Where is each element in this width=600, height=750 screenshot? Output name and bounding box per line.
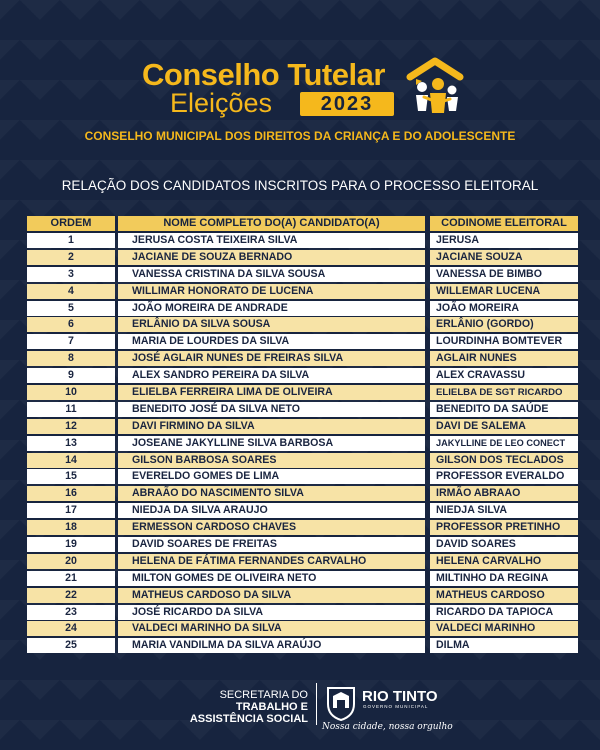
table-cell-nome: JOÃO MOREIRA DE ANDRADE — [118, 301, 425, 316]
city-government-label: GOVERNO MUNICIPAL — [363, 704, 429, 709]
table-cell-codinome: AGLAIR NUNES — [430, 351, 578, 366]
table-cell-codinome: IRMÃO ABRAAO — [430, 486, 578, 501]
table-cell-nome: JOSÉ RICARDO DA SILVA — [118, 605, 425, 620]
event-subtitle: Eleições — [170, 88, 273, 118]
table-cell-codinome: ELIELBA DE SGT RICARDO — [430, 385, 578, 400]
table-cell-codinome: LOURDINHA BOMTEVER — [430, 334, 578, 349]
table-cell-nome: MARIA DE LOURDES DA SILVA — [118, 334, 425, 349]
table-cell-codinome: DAVID SOARES — [430, 537, 578, 552]
event-title: Conselho Tutelar — [142, 57, 385, 92]
table-cell-nome: MATHEUS CARDOSO DA SILVA — [118, 588, 425, 603]
table-cell-ordem: 8 — [27, 351, 115, 366]
table-cell-ordem: 21 — [27, 571, 115, 586]
year-badge: 2023 — [300, 92, 394, 116]
table-cell-nome: GILSON BARBOSA SOARES — [118, 453, 425, 468]
table-cell-codinome: WILLEMAR LUCENA — [430, 284, 578, 299]
table-cell-nome: VANESSA CRISTINA DA SILVA SOUSA — [118, 267, 425, 282]
table-cell-nome: DAVID SOARES DE FREITAS — [118, 537, 425, 552]
table-cell-ordem: 22 — [27, 588, 115, 603]
table-cell-ordem: 23 — [27, 605, 115, 620]
table-cell-ordem: 12 — [27, 419, 115, 434]
table-cell-nome: ELIELBA FERREIRA LIMA DE OLIVEIRA — [118, 385, 425, 400]
table-cell-ordem: 14 — [27, 453, 115, 468]
secretaria-line-3: ASSISTÊNCIA SOCIAL — [189, 713, 308, 725]
table-cell-codinome: MATHEUS CARDOSO — [430, 588, 578, 603]
table-cell-nome: MILTON GOMES DE OLIVEIRA NETO — [118, 571, 425, 586]
table-cell-codinome: ALEX CRAVASSU — [430, 368, 578, 383]
table-cell-nome: ERLÂNIO DA SILVA SOUSA — [118, 317, 425, 332]
secretaria-line-1: SECRETARIA DO — [219, 689, 308, 701]
column-ordem — [27, 216, 115, 655]
table-cell-ordem: 5 — [27, 301, 115, 316]
city-seal-icon — [324, 684, 358, 722]
table-cell-codinome: VANESSA DE BIMBO — [430, 267, 578, 282]
table-cell-codinome: BENEDITO DA SAÚDE — [430, 402, 578, 417]
table-cell-nome: JOSÉ AGLAIR NUNES DE FREIRAS SILVA — [118, 351, 425, 366]
table-cell-nome: JACIANE DE SOUZA BERNADO — [118, 250, 425, 265]
table-cell-ordem: 6 — [27, 317, 115, 332]
column-header-codinome: CODINOME ELEITORAL — [430, 216, 578, 231]
table-cell-ordem: 9 — [27, 368, 115, 383]
table-cell-ordem: 13 — [27, 436, 115, 451]
table-cell-codinome: DILMA — [430, 638, 578, 653]
table-cell-codinome: HELENA CARVALHO — [430, 554, 578, 569]
secretaria-label — [172, 689, 308, 725]
table-cell-codinome: JAKYLLINE DE LEO CONECT — [430, 436, 578, 451]
table-cell-nome: ERMESSON CARDOSO CHAVES — [118, 520, 425, 535]
column-header-nome: NOME COMPLETO DO(A) CANDIDATO(A) — [118, 216, 425, 231]
table-cell-nome: ABRAÃO DO NASCIMENTO SILVA — [118, 486, 425, 501]
table-cell-codinome: RICARDO DA TAPIOCA — [430, 605, 578, 620]
table-cell-nome: EVERELDO GOMES DE LIMA — [118, 469, 425, 484]
table-cell-codinome: VALDECI MARINHO — [430, 621, 578, 636]
council-name: CONSELHO MUNICIPAL DOS DIREITOS DA CRIANÇA E DO ADOLESCENTE — [84, 129, 516, 143]
table-cell-codinome: JERUSA — [430, 233, 578, 248]
table-cell-ordem: 24 — [27, 621, 115, 636]
table-cell-ordem: 19 — [27, 537, 115, 552]
column-header-ordem: ORDEM — [27, 216, 115, 231]
table-cell-codinome: DAVI DE SALEMA — [430, 419, 578, 434]
table-cell-codinome: NIEDJA SILVA — [430, 503, 578, 518]
table-cell-ordem: 18 — [27, 520, 115, 535]
table-cell-nome: MARIA VANDILMA DA SILVA ARAÚJO — [118, 638, 425, 653]
table-cell-ordem: 20 — [27, 554, 115, 569]
column-codinome — [430, 216, 578, 655]
table-cell-nome: WILLIMAR HONORATO DE LUCENA — [118, 284, 425, 299]
table-cell-ordem: 7 — [27, 334, 115, 349]
city-name: RIO TINTO — [362, 688, 438, 705]
footer-divider — [316, 683, 317, 725]
table-cell-nome: NIEDJA DA SILVA ARAUJO — [118, 503, 425, 518]
table-cell-nome: VALDECI MARINHO DA SILVA — [118, 621, 425, 636]
table-cell-ordem: 2 — [27, 250, 115, 265]
table-cell-codinome: GILSON DOS TECLADOS — [430, 453, 578, 468]
table-cell-nome: BENEDITO JOSÉ DA SILVA NETO — [118, 402, 425, 417]
table-cell-ordem: 15 — [27, 469, 115, 484]
table-cell-codinome: PROFESSOR EVERALDO — [430, 469, 578, 484]
column-nome — [118, 216, 425, 655]
table-cell-ordem: 25 — [27, 638, 115, 653]
table-cell-nome: JOSEANE JAKYLLINE SILVA BARBOSA — [118, 436, 425, 451]
table-cell-codinome: MILTINHO DA REGINA — [430, 571, 578, 586]
secretaria-line-2: TRABALHO E — [235, 701, 308, 713]
table-cell-ordem: 4 — [27, 284, 115, 299]
city-slogan: Nossa cidade, nossa orgulho — [322, 722, 453, 732]
table-cell-nome: HELENA DE FÁTIMA FERNANDES CARVALHO — [118, 554, 425, 569]
table-cell-ordem: 17 — [27, 503, 115, 518]
table-cell-codinome: JOÃO MOREIRA — [430, 301, 578, 316]
table-cell-nome: ALEX SANDRO PEREIRA DA SILVA — [118, 368, 425, 383]
table-cell-ordem: 11 — [27, 402, 115, 417]
table-cell-codinome: PROFESSOR PRETINHO — [430, 520, 578, 535]
table-cell-ordem: 16 — [27, 486, 115, 501]
table-cell-ordem: 1 — [27, 233, 115, 248]
header — [0, 55, 600, 145]
table-cell-ordem: 3 — [27, 267, 115, 282]
table-cell-codinome: JACIANE SOUZA — [430, 250, 578, 265]
list-heading: RELAÇÃO DOS CANDIDATOS INSCRITOS PARA O PROCESSO ELEITORAL — [61, 178, 539, 193]
table-cell-codinome: ERLÂNIO (GORDO) — [430, 317, 578, 332]
table-cell-nome: JERUSA COSTA TEIXEIRA SILVA — [118, 233, 425, 248]
table-cell-nome: DAVI FIRMINO DA SILVA — [118, 419, 425, 434]
family-house-icon — [404, 57, 466, 115]
table-cell-ordem: 10 — [27, 385, 115, 400]
